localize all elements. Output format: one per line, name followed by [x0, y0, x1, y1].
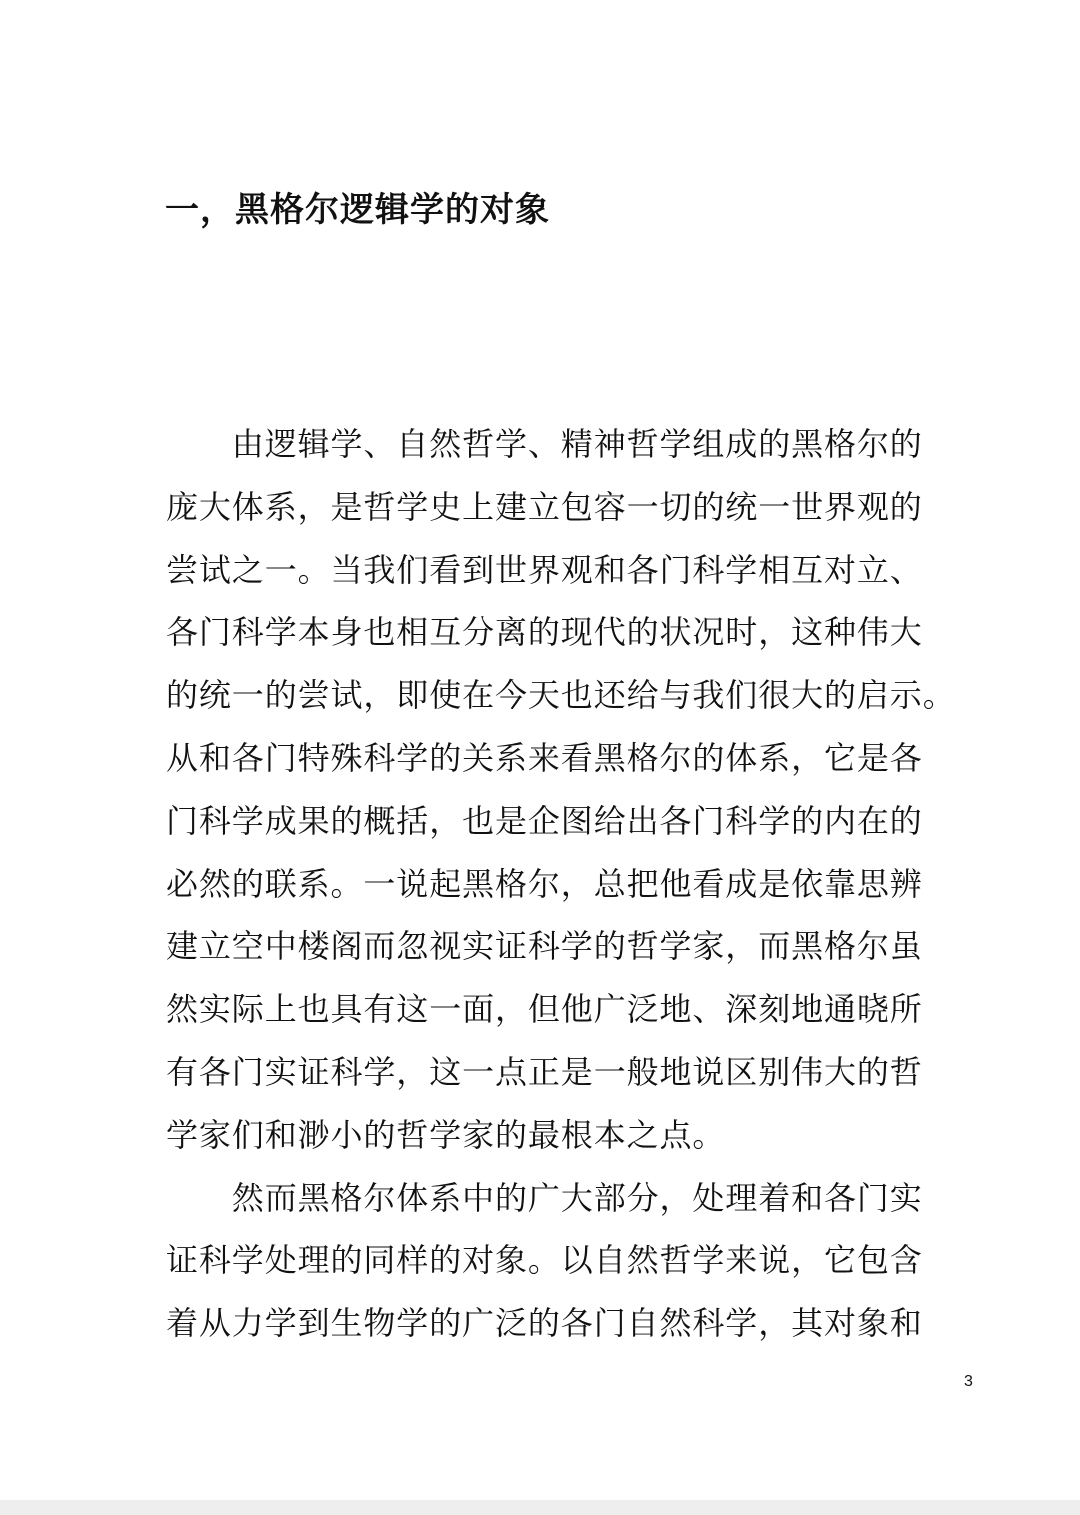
text-line: 的统一的尝试，即使在今天也还给与我们很大的启示。 [166, 676, 956, 715]
text-line: 必然的联系。一说起黑格尔，总把他看成是依靠思辨 [166, 864, 923, 903]
text-line: 学家们和渺小的哲学家的最根本之点。 [166, 1115, 726, 1154]
text-line: 各门科学本身也相互分离的现代的状况时，这种伟大 [166, 613, 923, 652]
text-line: 由逻辑学、自然哲学、精神哲学组成的黑格尔的 [166, 425, 923, 463]
text-line: 然而黑格尔体系中的广大部分，处理着和各门实 [166, 1178, 923, 1217]
text-line: 门科学成果的概括，也是企图给出各门科学的内在的 [166, 801, 923, 840]
text-line: 尝试之一。当我们看到世界观和各门科学相互对立、 [166, 550, 923, 589]
text-line: 然实际上也具有这一面，但他广泛地、深刻地通晓所 [166, 990, 923, 1029]
bottom-bar [0, 1500, 1080, 1515]
text-line: 庞大体系，是哲学史上建立包容一切的统一世界观的 [166, 487, 923, 526]
text-line: 建立空中楼阁而忽视实证科学的哲学家，而黑格尔虽 [166, 927, 923, 966]
text-line: 有各门实证科学，这一点正是一般地说区别伟大的哲 [166, 1052, 923, 1091]
body-text [166, 413, 986, 1355]
page-number: 3 [964, 1373, 973, 1390]
text-line: 从和各门特殊科学的关系来看黑格尔的体系，它是各 [166, 738, 923, 777]
section-heading: 一，黑格尔逻辑学的对象 [165, 190, 550, 230]
text-line: 证科学处理的同样的对象。以自然哲学来说，它包含 [166, 1241, 923, 1280]
text-line: 着从力学到生物学的广泛的各门自然科学，其对象和 [166, 1304, 923, 1343]
